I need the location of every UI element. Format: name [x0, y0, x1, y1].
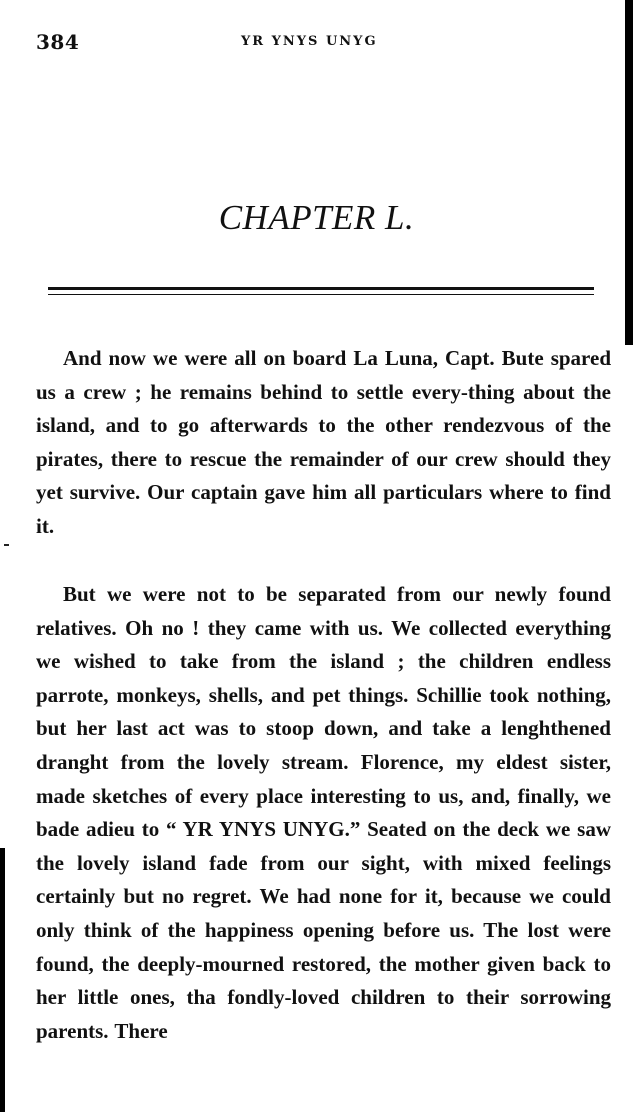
scan-edge-shadow-right — [625, 0, 633, 345]
running-head — [36, 30, 596, 54]
chapter-rule-thin — [48, 294, 594, 295]
paragraph-2: But we were not to be separated from our newly found relatives. Oh no ! they came with us. We collected everything we wished to take from the island ; the children endless parrote, monkeys, shells, and pet things. Schillie took nothing, but her last act was to stoop down, and take a lenghthened dranght from the lovely stream. Florence, my eldest sister, made sketches of every place interesting to us, and, finally, we bade adieu to “ YR YNYS UNYG.” Seated on the deck we saw the lovely island fade from our sight, with mixed feelings certainly but no regret. We had none for it, because we could only think of the happiness opening before us. The lost were found, the deeply-mourned restored, the mother given back to her little ones, tha fondly-loved children to their sorrowing parents. There — [36, 582, 611, 1043]
running-title: YR YNYS UNYG — [241, 34, 378, 49]
paragraph-1: And now we were all on board La Luna, Capt. Bute spared us a crew ; he remains behind to settle every-thing about the island, and to go afterwards to the other rendezvous of the pirates, there to rescue the remainder of our crew should they yet survive. Our captain gave him all particulars where to find it. — [36, 346, 611, 538]
chapter-rule-thick — [48, 287, 594, 290]
paragraph-1-block — [36, 342, 611, 544]
paragraph-2-block — [36, 578, 611, 1048]
page-number: 384 — [36, 30, 80, 54]
scan-edge-shadow-left — [0, 848, 5, 1112]
chapter-title: CHAPTER L. — [218, 198, 415, 237]
scan-speck — [4, 544, 9, 546]
